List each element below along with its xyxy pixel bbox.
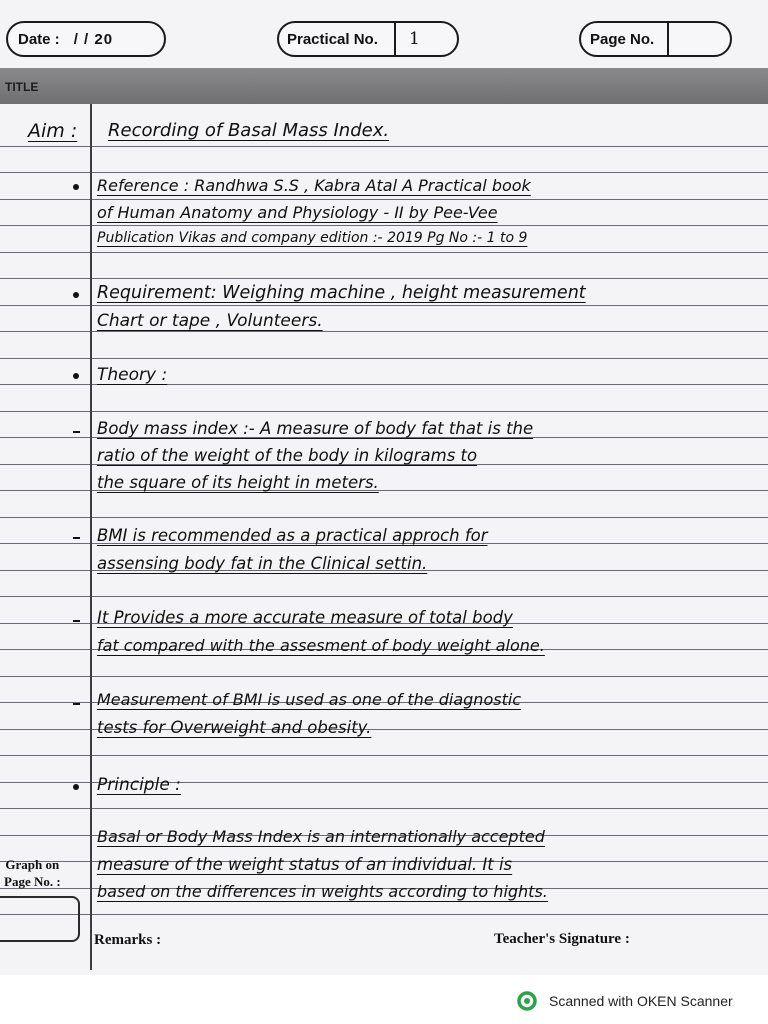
dash-bullet — [73, 620, 80, 622]
principle-line-3: based on the differences in weights according to hights. — [97, 882, 548, 901]
principle-line-1: Basal or Body Mass Index is an internationally accepted — [97, 827, 545, 846]
teacher-signature-label: Teacher's Signature : — [494, 931, 630, 947]
ruled-line — [0, 914, 768, 915]
ruled-line — [0, 225, 768, 226]
bmi-definition-line-1: Body mass index :- A measure of body fat that is the — [97, 419, 534, 438]
title-label: TITLE — [5, 80, 39, 94]
aim-label: Aim : — [28, 120, 78, 142]
aim-text: Recording of Basal Mass Index. — [108, 120, 390, 141]
ruled-line — [0, 411, 768, 412]
bullet — [73, 784, 79, 790]
remarks-label: Remarks : — [94, 932, 162, 948]
page-number-divider — [667, 23, 669, 55]
margin-line — [90, 104, 92, 970]
title-bar — [0, 68, 768, 104]
dash-bullet — [73, 537, 80, 539]
bmi-definition-line-2: ratio of the weight of the body in kilograms to — [97, 446, 478, 465]
graph-page-box — [0, 896, 80, 942]
ruled-line — [0, 146, 768, 147]
ruled-line — [0, 358, 768, 359]
requirement-line-1: Requirement: Weighing machine , height measurement — [97, 283, 586, 303]
ruled-line — [0, 755, 768, 756]
bmi-recommended-line-2: assensing body fat in the Clinical settin. — [97, 554, 428, 573]
dash-bullet — [73, 703, 80, 705]
practical-divider — [394, 23, 396, 55]
oken-scanner-logo-icon — [517, 991, 537, 1011]
ruled-line — [0, 172, 768, 173]
bmi-recommended-line-1: BMI is recommended as a practical approch for — [97, 526, 488, 545]
page-number-field — [579, 21, 732, 57]
practical-number-value: 1 — [409, 29, 420, 49]
principle-line-2: measure of the weight status of an individual. It is — [97, 855, 513, 874]
practical-number-field — [277, 21, 459, 57]
ruled-line — [0, 305, 768, 306]
scanner-text: Scanned with OKEN Scanner — [549, 993, 733, 1009]
ruled-line — [0, 808, 768, 809]
bmi-diagnostic-line-1: Measurement of BMI is used as one of the diagnostic — [97, 690, 522, 709]
graph-label-line-2: Page No. : — [4, 874, 61, 889]
date-field — [6, 21, 166, 57]
reference-line-2: of Human Anatomy and Physiology - II by Pee-Vee — [97, 203, 498, 222]
bullet — [73, 292, 79, 298]
bmi-definition-line-3: the square of its height in meters. — [97, 473, 379, 492]
ruled-line — [0, 331, 768, 332]
date-label: Date : — [18, 30, 60, 48]
requirement-line-2: Chart or tape , Volunteers. — [97, 311, 323, 331]
ruled-line — [0, 278, 768, 279]
theory-heading: Theory : — [97, 365, 168, 385]
ruled-line — [0, 517, 768, 518]
dash-bullet — [73, 431, 80, 433]
graph-label-line-1: Graph on — [5, 857, 60, 872]
reference-line-3: Publication Vikas and company edition :- 2019 Pg No :- 1 to 9 — [97, 230, 528, 246]
ruled-line — [0, 676, 768, 677]
ruled-line — [0, 252, 768, 253]
reference-line-1: Reference : Randhwa S.S , Kabra Atal A Practical book — [97, 176, 531, 195]
bmi-diagnostic-line-2: tests for Overweight and obesity. — [97, 718, 372, 737]
date-value: / / 20 — [73, 30, 114, 48]
ruled-line — [0, 199, 768, 200]
bullet — [73, 373, 79, 379]
bmi-accurate-line-2: fat compared with the assesment of body weight alone. — [97, 636, 545, 655]
practical-label: Practical No. — [287, 30, 378, 48]
page-number-label: Page No. — [590, 30, 655, 48]
bmi-accurate-line-1: It Provides a more accurate measure of total body — [97, 608, 513, 627]
scanner-watermark — [517, 991, 733, 1011]
bullet — [73, 184, 79, 190]
principle-heading: Principle : — [97, 775, 181, 795]
ruled-line — [0, 596, 768, 597]
graph-on-page-label — [4, 856, 61, 890]
